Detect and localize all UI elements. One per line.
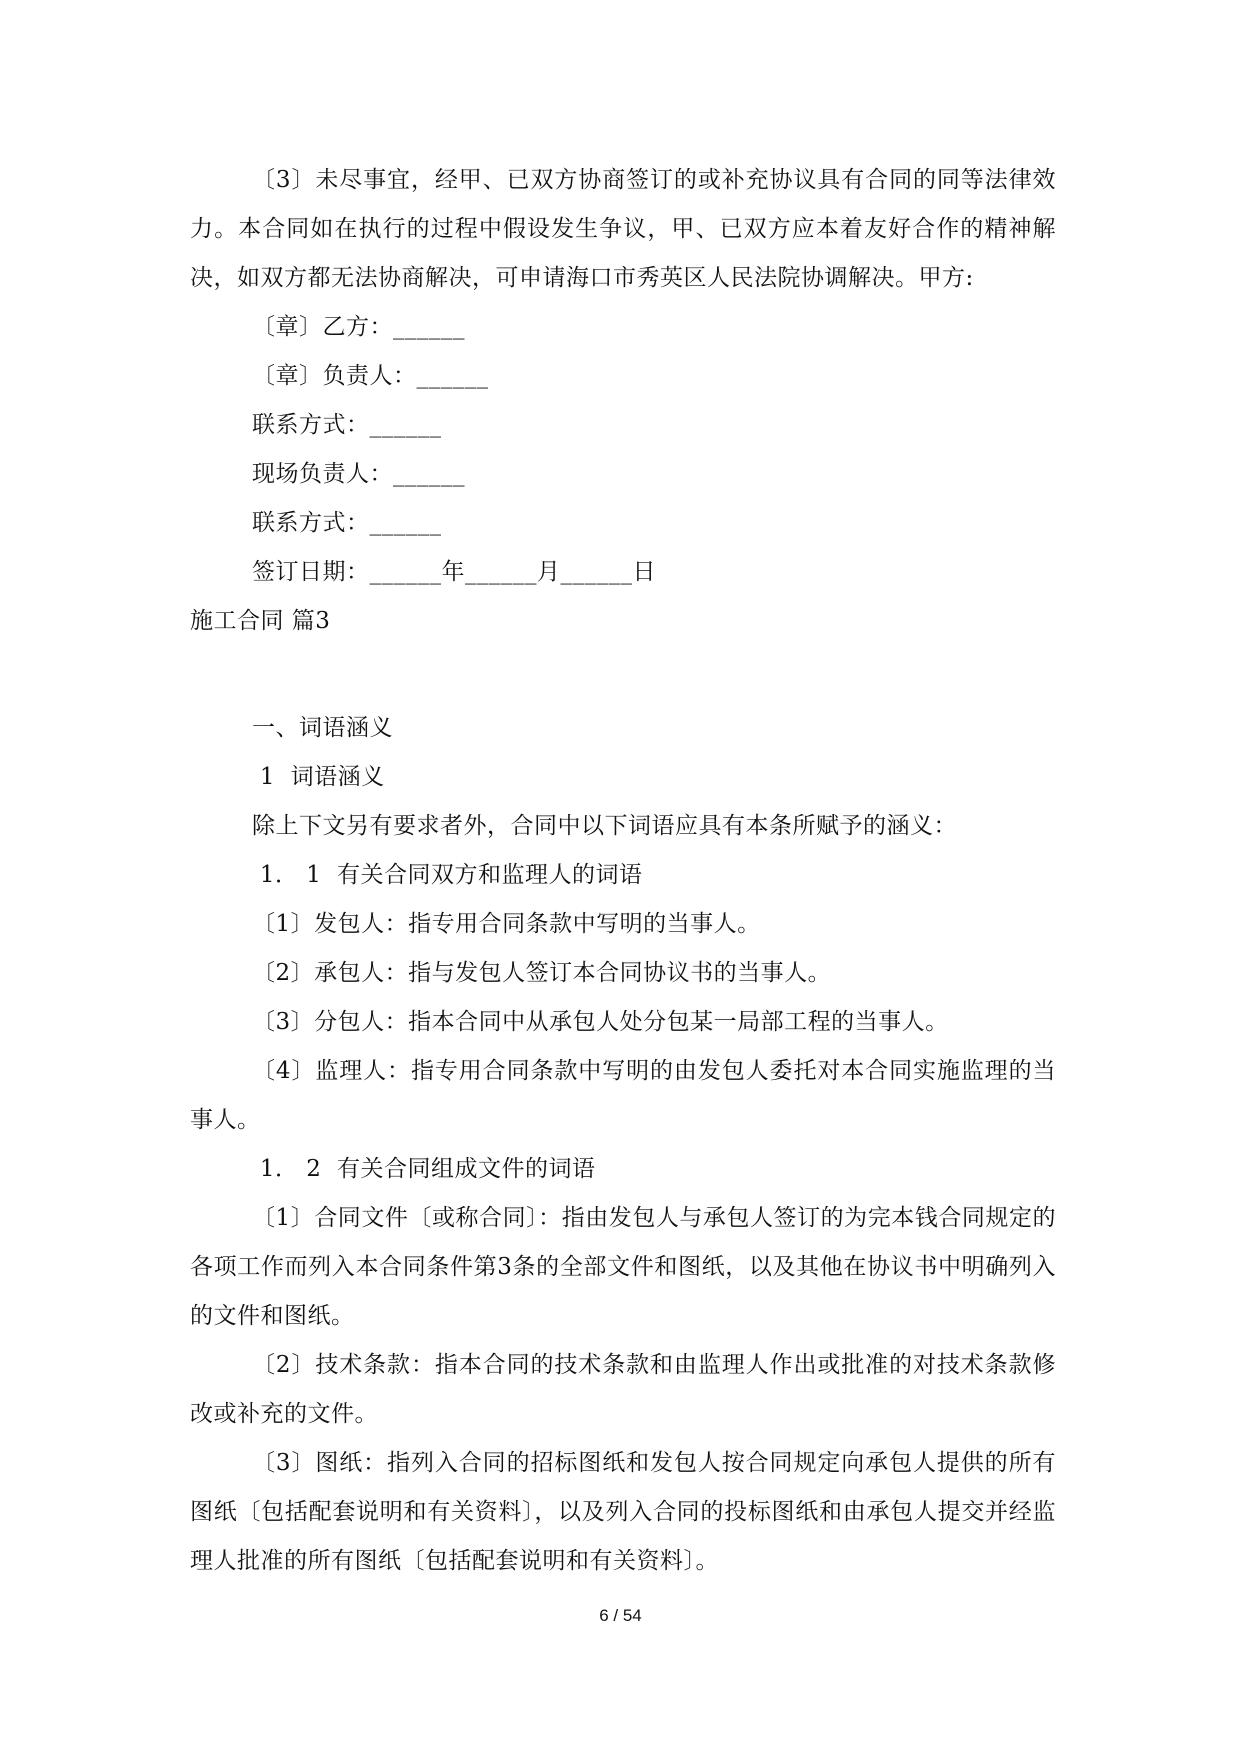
- clause-intro: 除上下文另有要求者外，合同中以下词语应具有本条所赋予的涵义：: [252, 813, 957, 839]
- definition-item: 〔4〕监理人：指专用合同条款中写明的由发包人委托对本合同实施监理的当事人。: [190, 1058, 1056, 1133]
- signature-contact: 联系方式：______: [252, 412, 442, 438]
- signature-responsible-person: 〔章〕负责人：______: [252, 363, 489, 389]
- definition-item: 〔2〕技术条款：指本合同的技术条款和由监理人作出或批准的对技术条款修改或补充的文件。: [190, 1352, 1056, 1427]
- paragraph-dispute-clause: 〔3〕未尽事宜，经甲、已双方协商签订的或补充协议具有合同的同等法律效力。本合同如在执行的过程中假设发生争议，甲、已双方应本着友好合作的精神解决，如双方都无法协商解决，可申请海口市秀英区人民法院协调解决。甲方:: [190, 167, 1056, 291]
- page-number: 6 / 54: [599, 1606, 642, 1625]
- subclause-heading: 1． 1 有关合同双方和监理人的词语: [252, 862, 643, 888]
- definition-item: 〔3〕分包人：指本合同中从承包人处分包某一局部工程的当事人。: [252, 1009, 949, 1035]
- definition-item: 〔2〕承包人：指与发包人签订本合同协议书的当事人。: [252, 960, 832, 986]
- definition-item: 〔1〕发包人：指专用合同条款中写明的当事人。: [252, 911, 761, 937]
- signature-site-manager: 现场负责人：______: [252, 461, 465, 487]
- signature-date: 签订日期：______年______月______日: [252, 559, 656, 585]
- document-body: [190, 156, 1056, 1586]
- definition-item: 〔1〕合同文件〔或称合同〕：指由发包人与承包人签订的为完本钱合同规定的各项工作而列入本合同条件第3条的全部文件和图纸，以及其他在协议书中明确列入的文件和图纸。: [190, 1205, 1056, 1329]
- subclause-heading: 1． 2 有关合同组成文件的词语: [252, 1156, 596, 1182]
- section-gap: [190, 646, 1056, 704]
- chapter-heading: 一、词语涵义: [252, 715, 393, 741]
- signature-party-b: 〔章〕乙方：______: [252, 314, 465, 340]
- section-title: 施工合同 篇3: [190, 608, 331, 634]
- clause-heading: 1 词语涵义: [252, 764, 385, 790]
- definition-item: 〔3〕图纸：指列入合同的招标图纸和发包人按合同规定向承包人提供的所有图纸〔包括配套说明和有关资料〕，以及列入合同的投标图纸和由承包人提交并经监理人批准的所有图纸〔包括配套说明和有关资料〕。: [190, 1450, 1056, 1574]
- signature-contact-2: 联系方式：______: [252, 510, 442, 536]
